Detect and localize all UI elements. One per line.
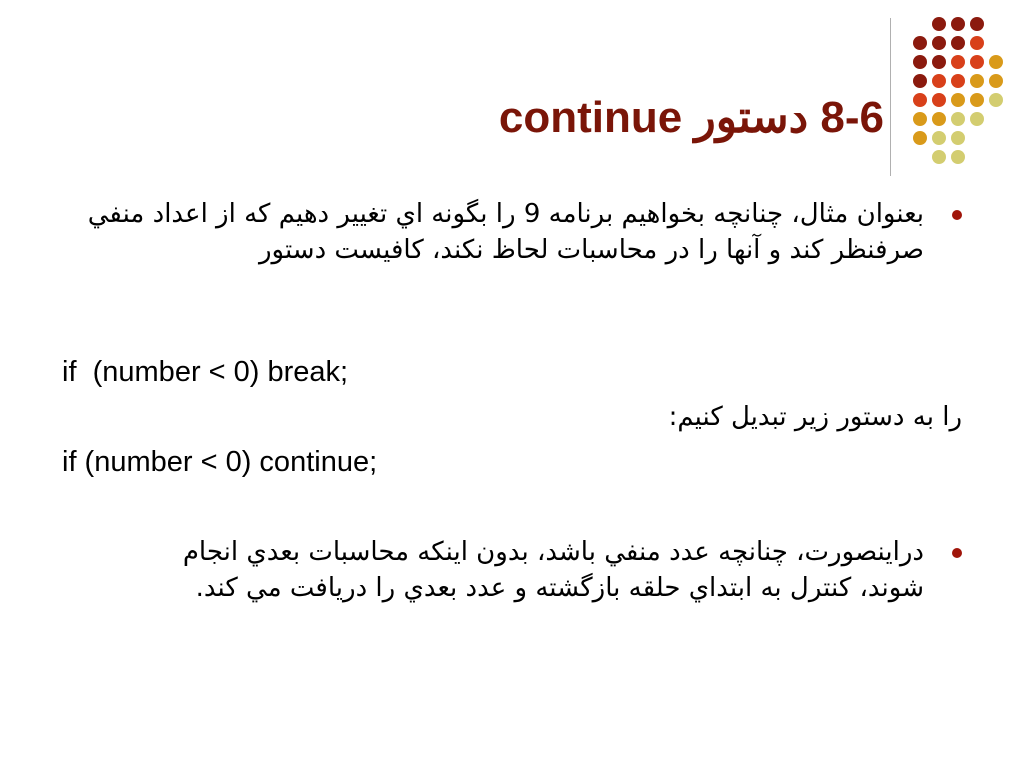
decorative-dot [951, 17, 965, 31]
decorative-dot [913, 55, 927, 69]
decorative-dot [932, 131, 946, 145]
decorative-dot [932, 17, 946, 31]
bullet-icon [952, 210, 962, 220]
decorative-dot [989, 93, 1003, 107]
slide-title: 8-6 دستور continue [498, 93, 884, 142]
decorative-dot [970, 74, 984, 88]
decorative-dot [913, 36, 927, 50]
decorative-dot [970, 55, 984, 69]
decorative-dot [932, 36, 946, 50]
decorative-dot [970, 36, 984, 50]
decorative-dot [951, 131, 965, 145]
code-line-break: if (number < 0) break; [62, 356, 349, 388]
decorative-dot [970, 112, 984, 126]
decorative-dot [913, 93, 927, 107]
transition-text: را به دستور زیر تبدیل کنیم: [668, 402, 962, 432]
decorative-dot [951, 55, 965, 69]
decorative-dot [932, 93, 946, 107]
decorative-dot [951, 150, 965, 164]
code-line-continue: if (number < 0) continue; [62, 446, 378, 478]
decorative-dot [989, 55, 1003, 69]
decorative-dot [913, 74, 927, 88]
decorative-dot [951, 112, 965, 126]
bullet-paragraph-2: دراینصورت، چنانچه عدد منفي باشد، بدون اینکه محاسبات بعدي انجام شوند، کنترل به ابتداي حلقه بازگشته و عدد بعدي را دریافت مي کند. [182, 537, 924, 603]
bullet-paragraph-1: بعنوان مثال، چنانچه بخواهیم برنامه 9 را بگونه اي تغییر دهیم که از اعداد منفي صرفنظر کند و آنها را در محاسبات لحاظ نکند، کافیست دستور [87, 199, 924, 265]
decorative-dot [913, 112, 927, 126]
decorative-dot [951, 93, 965, 107]
decorative-dot [932, 74, 946, 88]
decorative-dot [989, 74, 1003, 88]
bullet-icon [952, 548, 962, 558]
decorative-dot [932, 150, 946, 164]
decorative-dot [951, 36, 965, 50]
decorative-dot [951, 74, 965, 88]
decorative-dot [970, 17, 984, 31]
title-divider-line [890, 18, 891, 176]
decorative-dot [970, 93, 984, 107]
decorative-dot [913, 131, 927, 145]
decorative-dot [932, 55, 946, 69]
decorative-dot [932, 112, 946, 126]
